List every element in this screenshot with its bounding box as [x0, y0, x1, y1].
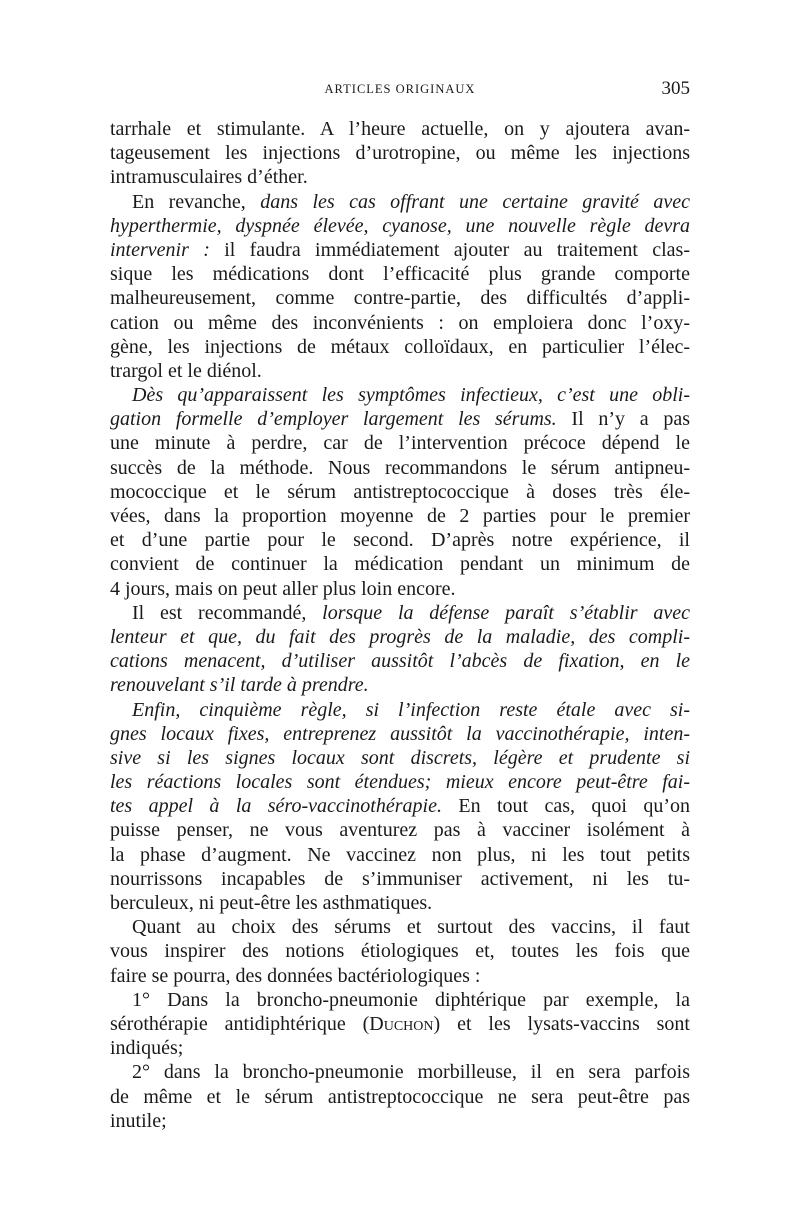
text-segment: malheureusement, comme contre-partie, des difficultés d’appli-: [110, 287, 690, 310]
running-title: ARTICLES ORIGINAUX: [324, 82, 476, 96]
text-line: [110, 794, 690, 818]
italic-text: Dès qu’apparaissent les symptômes infectieux, c’est une obli-: [132, 384, 690, 407]
text-segment: Il n’y a pas: [556, 408, 690, 431]
italic-text: renouvelant s’il tarde à prendre.: [110, 674, 369, 697]
text-line: [110, 165, 690, 189]
italic-text: dans les cas offrant une certaine gravité avec: [260, 190, 690, 213]
text-line: [110, 238, 690, 262]
text-segment: Quant au choix des sérums et surtout des vaccins, il faut: [132, 916, 690, 939]
text-line: [110, 843, 690, 867]
italic-text: lenteur et que, du fait des progrès de la maladie, des compli-: [110, 625, 690, 648]
italic-text: les réactions locales sont étendues; mieux encore peut-être fai-: [110, 771, 690, 794]
italic-text: cations menacent, d’utiliser aussitôt l’abcès de fixation, en le: [110, 650, 690, 673]
text-line: [110, 698, 690, 722]
text-line: [110, 577, 690, 601]
italic-text: Enfin, cinquième règle, si l’infection reste étale avec si-: [132, 698, 690, 721]
text-segment: sique les médications dont l’efficacité plus grande comporte: [110, 263, 690, 286]
text-line: [110, 939, 690, 963]
text-line: [110, 286, 690, 310]
text-line: [110, 964, 690, 988]
text-segment: gène, les injections de métaux colloïdaux, en particulier l’élec-: [110, 335, 690, 358]
text-segment: cation ou même des inconvénients : on emploiera donc l’oxy-: [110, 311, 690, 334]
text-line: [110, 214, 690, 238]
text-line: [110, 335, 690, 359]
text-segment: inutile;: [110, 1109, 167, 1132]
text-segment: 2° dans la broncho-pneumonie morbilleuse, il en sera parfois: [132, 1061, 690, 1084]
italic-text: tes appel à la séro-vaccinothérapie.: [110, 795, 442, 818]
text-line: [110, 601, 690, 625]
text-segment: 4 jours, mais on peut aller plus loin encore.: [110, 577, 456, 600]
text-line: [110, 190, 690, 214]
text-segment: indiqués;: [110, 1037, 184, 1060]
text-line: [110, 746, 690, 770]
article-body: [110, 117, 690, 1133]
text-line: [110, 673, 690, 697]
text-line: [110, 262, 690, 286]
author-name: Duchon: [369, 1012, 434, 1035]
italic-text: gnes locaux fixes, entreprenez aussitôt la vaccinothérapie, inten-: [110, 722, 690, 745]
italic-text: intervenir :: [110, 238, 210, 261]
text-segment: une minute à perdre, car de l’intervention précoce dépend le: [110, 432, 690, 455]
running-head: [110, 80, 690, 100]
text-segment: 1° Dans la broncho-pneumonie diphtérique par exemple, la: [132, 988, 690, 1011]
text-line: [110, 1109, 690, 1133]
text-line: [110, 770, 690, 794]
text-line: [110, 431, 690, 455]
text-line: [110, 504, 690, 528]
text-segment: et d’une partie pour le second. D’après notre expérience, il: [110, 529, 690, 552]
text-segment: mococcique et le sérum antistreptococcique à doses très éle-: [110, 480, 690, 503]
italic-text: sive si les signes locaux sont discrets, légère et prudente si: [110, 746, 690, 769]
text-line: [110, 480, 690, 504]
text-line: [110, 867, 690, 891]
text-line: [110, 818, 690, 842]
text-segment: En tout cas, quoi qu’on: [441, 795, 690, 818]
text-line: [110, 722, 690, 746]
italic-text: gation formelle d’employer largement les sérums.: [110, 408, 557, 431]
text-line: [110, 891, 690, 915]
text-segment: sérothérapie antidiphtérique (: [110, 1012, 370, 1035]
text-segment: tageusement les injections d’urotropine, ou même les injections: [110, 142, 690, 165]
text-segment: berculeux, ni peut-être les asthmatiques.: [110, 892, 433, 914]
italic-text: hyperthermie, dyspnée élevée, cyanose, une nouvelle règle devra: [110, 214, 690, 237]
italic-text: lorsque la défense paraît s’établir avec: [322, 601, 690, 624]
text-segment: Il est recommandé,: [132, 601, 323, 624]
text-segment: nourrissons incapables de s’immuniser activement, ni les tu-: [110, 867, 690, 890]
text-line: [110, 359, 690, 383]
text-line: [110, 1036, 690, 1060]
text-segment: tarrhale et stimulante. A l’heure actuelle, on y ajoutera avan-: [110, 118, 690, 140]
text-segment: vées, dans la proportion moyenne de 2 parties pour le premier: [110, 505, 690, 527]
text-line: [110, 625, 690, 649]
text-line: [110, 1012, 690, 1036]
text-line: [110, 649, 690, 673]
text-line: [110, 1085, 690, 1109]
text-segment: intramusculaires d’éther.: [110, 166, 308, 189]
text-segment: vous inspirer des notions étiologiques et, toutes les fois que: [110, 940, 690, 963]
text-line: [110, 915, 690, 939]
text-segment: puisse penser, ne vous aventurez pas à vacciner isolément à: [110, 819, 690, 842]
text-segment: ) et les lysats-vaccins sont: [433, 1012, 690, 1035]
text-segment: succès de la méthode. Nous recommandons le sérum antipneu-: [110, 456, 690, 479]
text-line: [110, 552, 690, 576]
text-segment: trargol et le diénol.: [110, 359, 262, 382]
text-line: [110, 383, 690, 407]
text-line: [110, 311, 690, 335]
text-line: [110, 1060, 690, 1084]
text-segment: la phase d’augment. Ne vaccinez non plus, ni les tout petits: [110, 843, 690, 866]
text-segment: convient de continuer la médication pendant un minimum de: [110, 553, 690, 576]
text-line: [110, 456, 690, 480]
text-segment: de même et le sérum antistreptococcique ne sera peut-être pas: [110, 1085, 690, 1108]
text-segment: faire se pourra, des données bactériologiques :: [110, 964, 481, 987]
text-line: [110, 407, 690, 431]
text-segment: il faudra immédiatement ajouter au traitement clas-: [209, 238, 690, 261]
page-number: 305: [661, 78, 690, 99]
text-line: [110, 988, 690, 1012]
text-segment: En revanche,: [132, 190, 261, 213]
text-line: [110, 141, 690, 165]
text-line: [110, 117, 690, 141]
text-line: [110, 528, 690, 552]
